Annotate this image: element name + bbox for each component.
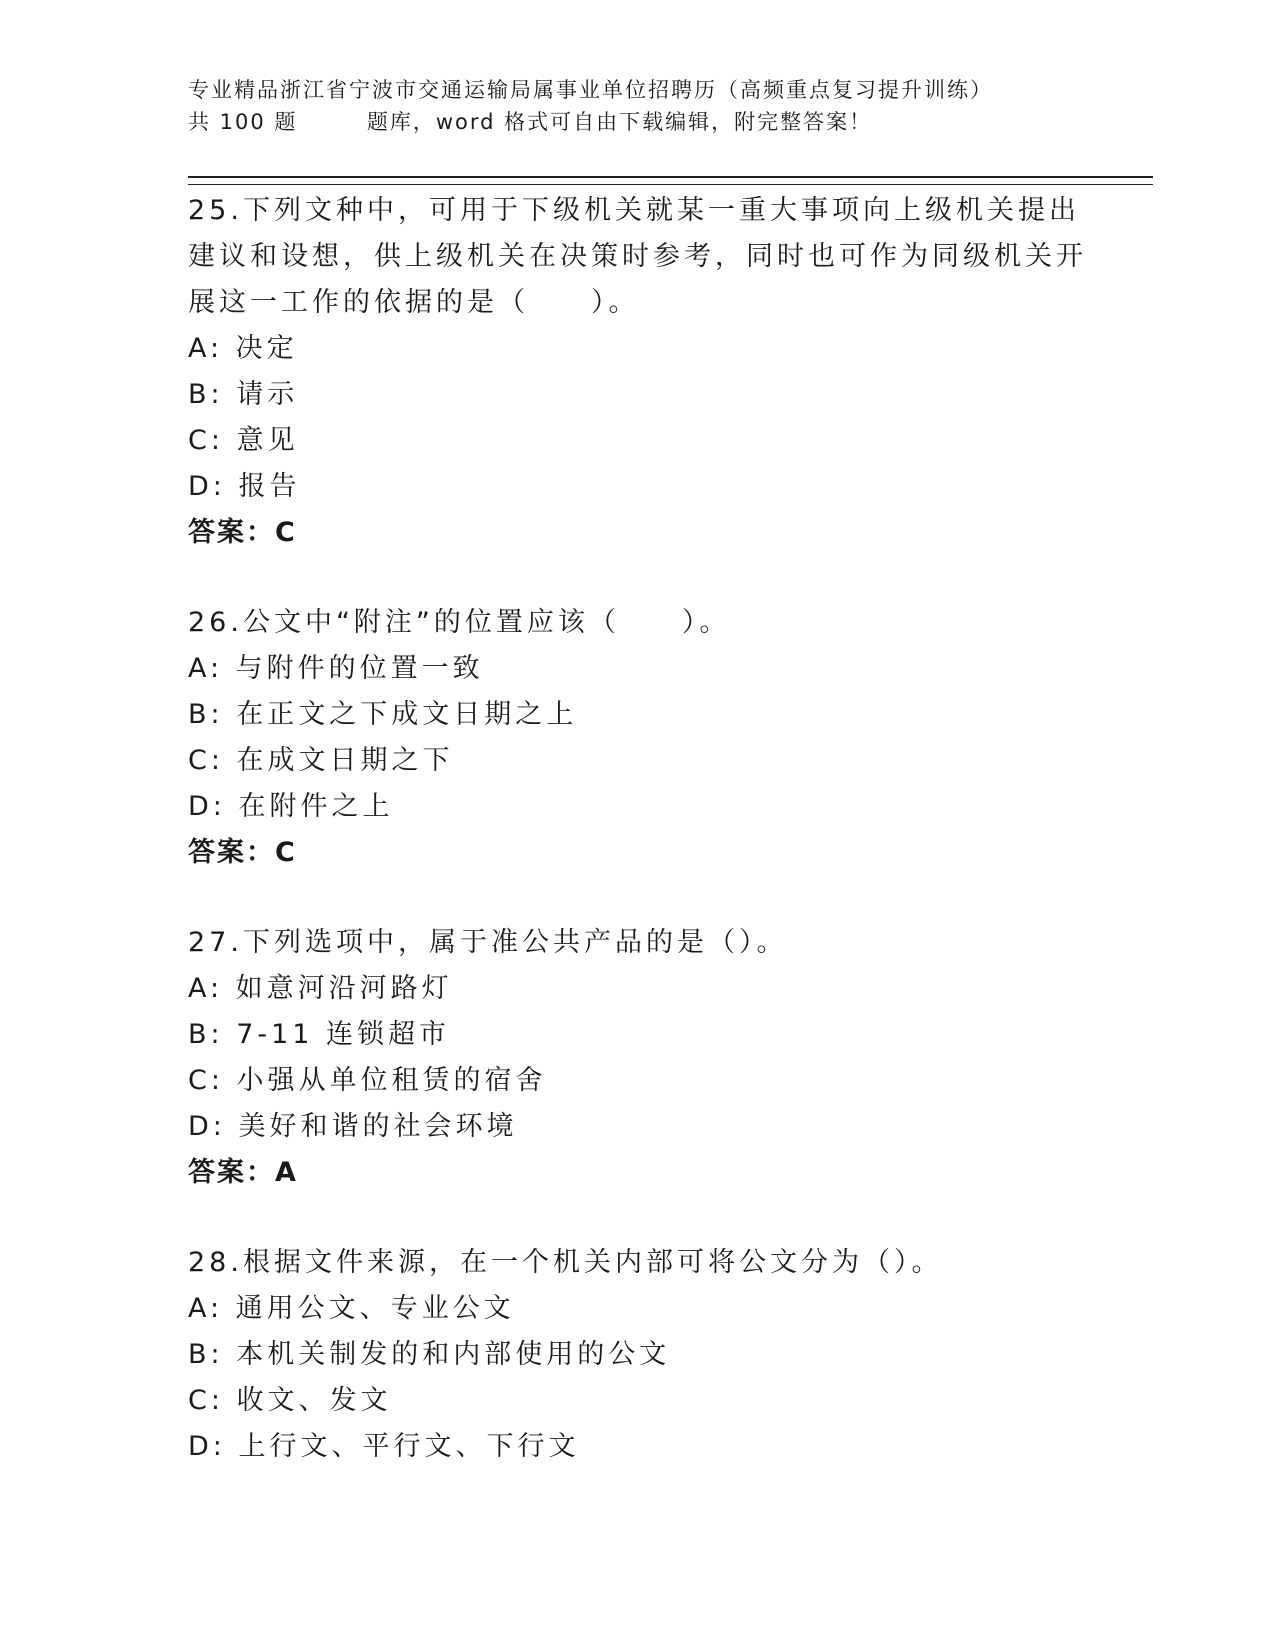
option-d: D: 报告	[188, 471, 301, 502]
header-divider	[188, 176, 1153, 185]
document-header	[188, 74, 1148, 138]
option-a: A: 与附件的位置一致	[188, 653, 484, 684]
question-stem: 27.下列选项中，属于准公共产品的是（）。	[188, 927, 788, 958]
answer-line: 答案：C	[188, 517, 297, 548]
answer-line: 答案：C	[188, 837, 297, 868]
question-27	[188, 920, 1148, 1196]
option-a: A: 决定	[188, 333, 298, 364]
header-title-line: 专业精品浙江省宁波市交通运输局属事业单位招聘历（高频重点复习提升训练）	[188, 78, 993, 102]
question-stem: 25.下列文种中，可用于下级机关就某一重大事项向上级机关提出建议和设想，供上级机关在决策时参考，同时也可作为同级机关开展这一工作的依据的是（ ）。	[188, 195, 1087, 318]
option-c: C: 收文、发文	[188, 1385, 392, 1416]
option-b: B: 在正文之下成文日期之上	[188, 699, 578, 730]
question-25	[188, 188, 1148, 556]
option-c: C: 在成文日期之下	[188, 745, 454, 776]
option-c: C: 小强从单位租赁的宿舍	[188, 1065, 547, 1096]
option-a: A: 通用公文、专业公文	[188, 1293, 515, 1324]
option-c: C: 意见	[188, 425, 299, 456]
question-26	[188, 600, 1148, 876]
option-b: B: 请示	[188, 379, 299, 410]
question-stem: 26.公文中“附注”的位置应该（ ）。	[188, 607, 731, 638]
question-28	[188, 1240, 1148, 1470]
question-list	[188, 188, 1148, 1514]
answer-line: 答案：A	[188, 1157, 298, 1188]
header-subtitle-line: 共 100 题 题库，word 格式可自由下载编辑，附完整答案！	[188, 110, 873, 134]
question-stem: 28.根据文件来源，在一个机关内部可将公文分为（）。	[188, 1247, 943, 1278]
option-d: D: 上行文、平行文、下行文	[188, 1431, 580, 1462]
option-d: D: 美好和谐的社会环境	[188, 1111, 518, 1142]
option-a: A: 如意河沿河路灯	[188, 973, 453, 1004]
option-b: B: 本机关制发的和内部使用的公文	[188, 1339, 671, 1370]
option-b: B: 7-11 连锁超市	[188, 1019, 451, 1050]
option-d: D: 在附件之上	[188, 791, 394, 822]
